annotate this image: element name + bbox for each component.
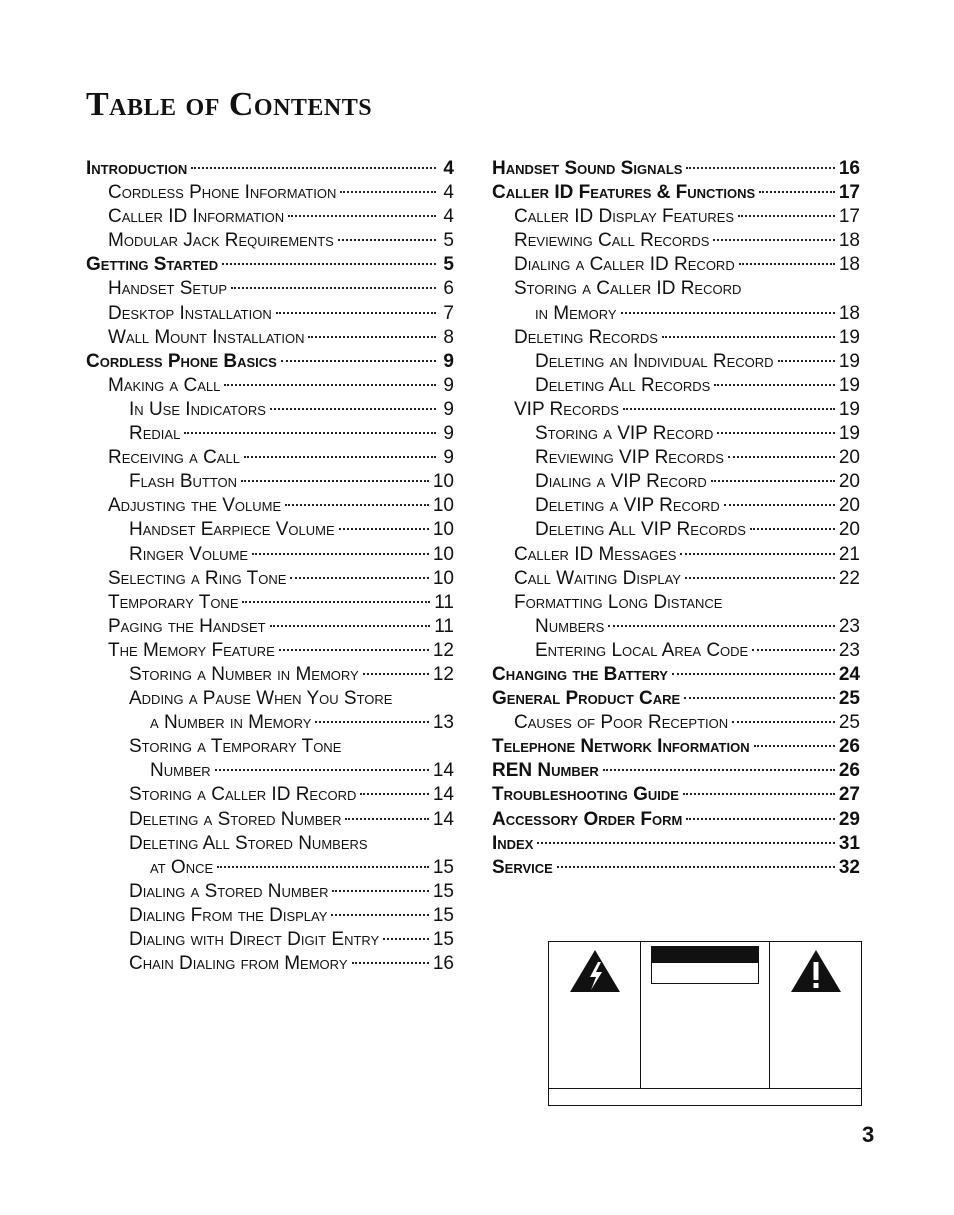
toc-entry-title: Modular Jack Requirements bbox=[108, 230, 334, 252]
toc-entry-title: In Use Indicators bbox=[129, 398, 266, 420]
toc-entry-title: Deleting All VIP Records bbox=[535, 519, 746, 541]
toc-entry bbox=[492, 205, 860, 229]
toc-entry bbox=[492, 783, 860, 807]
caution-bottom-strip bbox=[549, 1088, 861, 1105]
toc-entry bbox=[86, 615, 454, 639]
toc-entry-title: Introduction bbox=[86, 158, 188, 179]
toc-entry bbox=[492, 446, 860, 470]
toc-entry-title: Making a Call bbox=[108, 374, 221, 396]
toc-entry bbox=[492, 687, 860, 711]
toc-leader-dots bbox=[279, 649, 429, 651]
toc-entry-page: 4 bbox=[443, 158, 454, 179]
toc-entry bbox=[492, 663, 860, 687]
toc-left-column bbox=[86, 157, 454, 976]
toc-leader-dots bbox=[340, 191, 436, 193]
toc-entry-page: 14 bbox=[432, 784, 454, 806]
toc-entry bbox=[492, 808, 860, 832]
toc-leader-dots bbox=[738, 215, 835, 217]
toc-entry bbox=[492, 494, 860, 518]
toc-entry-title: Paging the Handset bbox=[108, 615, 266, 637]
toc-entry-title: Handset Earpiece Volume bbox=[129, 519, 335, 541]
toc-entry bbox=[492, 543, 860, 567]
toc-entry-page: 10 bbox=[432, 495, 454, 517]
toc-entry-title: VIP Records bbox=[514, 398, 619, 420]
toc-entry-page: 18 bbox=[838, 230, 860, 252]
toc-leader-dots bbox=[191, 167, 436, 169]
toc-entry-title: Deleting a Stored Number bbox=[129, 808, 342, 830]
toc-leader-dots bbox=[717, 432, 834, 434]
toc-leader-dots bbox=[684, 697, 835, 699]
toc-entry bbox=[86, 326, 454, 350]
toc-entry bbox=[86, 567, 454, 591]
toc-entry-title: Chain Dialing from Memory bbox=[129, 953, 348, 975]
toc-entry-title: Getting Started bbox=[86, 254, 219, 276]
toc-leader-dots bbox=[285, 504, 429, 506]
toc-entry-page: 11 bbox=[434, 591, 454, 613]
toc-entry-title: at Once bbox=[150, 856, 214, 878]
toc-entry-title: Service bbox=[492, 856, 553, 878]
toc-entry bbox=[492, 759, 860, 783]
toc-entry-page: 14 bbox=[432, 760, 454, 782]
toc-entry-title: Storing a Number in Memory bbox=[129, 663, 359, 685]
toc-entry-title: Reviewing Call Records bbox=[514, 230, 710, 252]
toc-leader-dots bbox=[363, 673, 429, 675]
toc-entry-page: 4 bbox=[443, 182, 454, 204]
caution-label-panel bbox=[641, 942, 770, 1088]
toc-entry-page: 16 bbox=[838, 158, 860, 179]
toc-entry bbox=[86, 302, 454, 326]
toc-entry-title: Dialing a VIP Record bbox=[535, 471, 707, 493]
toc-entry-page: 14 bbox=[432, 808, 454, 830]
caution-left-panel bbox=[549, 942, 641, 1088]
toc-entry bbox=[86, 446, 454, 470]
toc-entry-page: 12 bbox=[432, 639, 454, 661]
toc-entry-title: Wall Mount Installation bbox=[108, 326, 305, 348]
toc-leader-dots bbox=[713, 239, 834, 241]
toc-entry bbox=[86, 735, 454, 759]
toc-leader-dots bbox=[360, 793, 429, 795]
toc-entry-title: Telephone Network Information bbox=[492, 736, 750, 758]
toc-leader-dots bbox=[739, 263, 835, 265]
toc-entry-page: 23 bbox=[838, 639, 860, 661]
toc-leader-dots bbox=[281, 360, 436, 362]
toc-entry-page: 27 bbox=[838, 784, 860, 806]
toc-entry-title: Handset Setup bbox=[108, 278, 228, 300]
toc-entry bbox=[86, 398, 454, 422]
toc-entry-title: Caller ID Information bbox=[108, 206, 285, 228]
toc-entry-title: Accessory Order Form bbox=[492, 808, 683, 830]
toc-entry bbox=[86, 543, 454, 567]
toc-entry-title: Storing a Temporary Tone bbox=[129, 736, 342, 758]
toc-entry bbox=[492, 277, 860, 301]
toc-entry bbox=[86, 663, 454, 687]
toc-entry bbox=[492, 735, 860, 759]
toc-entry bbox=[492, 591, 860, 615]
toc-entry-title: Temporary Tone bbox=[108, 591, 239, 613]
toc-entry-page: 10 bbox=[432, 567, 454, 589]
toc-entry bbox=[492, 856, 860, 880]
toc-entry bbox=[492, 326, 860, 350]
toc-entry-title: Index bbox=[492, 832, 534, 854]
toc-entry-page: 21 bbox=[838, 543, 860, 565]
toc-entry bbox=[492, 615, 860, 639]
toc-entry-title: Storing a Caller ID Record bbox=[129, 784, 357, 806]
toc-entry-title: Storing a VIP Record bbox=[535, 423, 714, 445]
toc-entry bbox=[86, 422, 454, 446]
toc-entry-page: 9 bbox=[443, 374, 454, 396]
toc-leader-dots bbox=[331, 914, 428, 916]
toc-entry-page: 9 bbox=[443, 350, 454, 372]
toc-leader-dots bbox=[714, 384, 835, 386]
toc-entry bbox=[492, 229, 860, 253]
toc-leader-dots bbox=[750, 528, 835, 530]
toc-leader-dots bbox=[184, 432, 436, 434]
toc-entry-title: REN Number bbox=[492, 760, 599, 782]
caution-label bbox=[651, 946, 759, 984]
toc-entry-page: 20 bbox=[838, 447, 860, 469]
toc-entry bbox=[86, 639, 454, 663]
toc-leader-dots bbox=[603, 769, 835, 771]
toc-entry bbox=[492, 181, 860, 205]
toc-entry-title: Formatting Long Distance bbox=[514, 591, 723, 613]
toc-entry bbox=[86, 374, 454, 398]
toc-entry bbox=[86, 832, 454, 856]
toc-leader-dots bbox=[270, 408, 436, 410]
toc-entry-title: Deleting All Records bbox=[535, 374, 711, 396]
toc-entry-page: 15 bbox=[432, 880, 454, 902]
toc-leader-dots bbox=[724, 504, 835, 506]
toc-entry bbox=[492, 518, 860, 542]
toc-entry-page: 4 bbox=[443, 206, 454, 228]
toc-leader-dots bbox=[621, 312, 835, 314]
page-title: Table of Contents bbox=[86, 86, 373, 123]
toc-entry bbox=[86, 687, 454, 711]
toc-entry-title: Storing a Caller ID Record bbox=[514, 278, 742, 300]
toc-entry bbox=[86, 711, 454, 735]
toc-entry-page: 26 bbox=[838, 760, 860, 782]
toc-entry-page: 20 bbox=[838, 495, 860, 517]
toc-entry-title: Flash Button bbox=[129, 471, 238, 493]
toc-entry bbox=[492, 422, 860, 446]
toc-entry-page: 9 bbox=[443, 398, 454, 420]
toc-entry-page: 25 bbox=[838, 688, 860, 710]
toc-leader-dots bbox=[537, 842, 834, 844]
toc-entry bbox=[86, 591, 454, 615]
lightning-warning-icon bbox=[549, 948, 641, 994]
toc-entry bbox=[492, 639, 860, 663]
toc-entry-title: Deleting Records bbox=[514, 326, 658, 348]
toc-entry-title: Entering Local Area Code bbox=[535, 639, 749, 661]
toc-entry-page: 15 bbox=[432, 856, 454, 878]
toc-entry bbox=[86, 856, 454, 880]
toc-entry bbox=[86, 157, 454, 181]
toc-entry-page: 5 bbox=[443, 230, 454, 252]
toc-entry-page: 13 bbox=[432, 712, 454, 734]
toc-leader-dots bbox=[339, 528, 429, 530]
toc-leader-dots bbox=[217, 866, 429, 868]
toc-entry-page: 26 bbox=[838, 736, 860, 758]
toc-entry-page: 18 bbox=[838, 254, 860, 276]
toc-entry bbox=[86, 759, 454, 783]
toc-entry-title: Selecting a Ring Tone bbox=[108, 567, 287, 589]
toc-entry bbox=[492, 398, 860, 422]
toc-entry-page: 20 bbox=[838, 519, 860, 541]
toc-leader-dots bbox=[270, 625, 431, 627]
toc-entry bbox=[492, 302, 860, 326]
toc-entry bbox=[492, 711, 860, 735]
toc-entry-title: Changing the Battery bbox=[492, 663, 668, 685]
toc-leader-dots bbox=[231, 287, 436, 289]
toc-entry-title: Caller ID Messages bbox=[514, 543, 677, 565]
toc-leader-dots bbox=[215, 769, 429, 771]
toc-entry-title: Cordless Phone Information bbox=[108, 182, 337, 204]
toc-leader-dots bbox=[685, 577, 835, 579]
toc-entry-page: 8 bbox=[443, 326, 454, 348]
toc-entry-page: 22 bbox=[838, 567, 860, 589]
toc-entry-title: Adding a Pause When You Store bbox=[129, 688, 393, 710]
toc-leader-dots bbox=[711, 480, 835, 482]
exclamation-warning-icon bbox=[770, 948, 862, 994]
toc-entry-page: 6 bbox=[443, 278, 454, 300]
toc-entry-page: 18 bbox=[838, 302, 860, 324]
toc-leader-dots bbox=[557, 866, 835, 868]
toc-leader-dots bbox=[244, 456, 436, 458]
toc-leader-dots bbox=[623, 408, 835, 410]
toc-entry-title: Numbers bbox=[535, 615, 605, 637]
toc-entry-title: Reviewing VIP Records bbox=[535, 447, 724, 469]
toc-entry bbox=[86, 205, 454, 229]
toc-entry bbox=[86, 880, 454, 904]
toc-leader-dots bbox=[315, 721, 428, 723]
toc-entry-title: Receiving a Call bbox=[108, 447, 240, 469]
toc-entry-title: Dialing a Caller ID Record bbox=[514, 254, 735, 276]
toc-entry bbox=[86, 253, 454, 277]
toc-entry-title: Ringer Volume bbox=[129, 543, 249, 565]
toc-leader-dots bbox=[345, 818, 428, 820]
toc-entry-page: 29 bbox=[838, 808, 860, 830]
toc-entry-title: Deleting a VIP Record bbox=[535, 495, 720, 517]
toc-leader-dots bbox=[290, 577, 428, 579]
toc-leader-dots bbox=[608, 625, 835, 627]
toc-entry-page: 17 bbox=[838, 206, 860, 228]
toc-entry bbox=[492, 374, 860, 398]
toc-entry-page: 19 bbox=[838, 326, 860, 348]
toc-leader-dots bbox=[288, 215, 436, 217]
toc-entry bbox=[492, 832, 860, 856]
toc-entry-page: 15 bbox=[432, 904, 454, 926]
toc-leader-dots bbox=[686, 167, 834, 169]
toc-leader-dots bbox=[222, 263, 436, 265]
caution-box bbox=[548, 941, 862, 1106]
toc-entry-page: 16 bbox=[432, 953, 454, 975]
toc-entry-title: Desktop Installation bbox=[108, 302, 272, 324]
toc-leader-dots bbox=[672, 673, 835, 675]
toc-leader-dots bbox=[308, 336, 436, 338]
toc-entry-page: 23 bbox=[838, 615, 860, 637]
toc-leader-dots bbox=[683, 793, 835, 795]
toc-entry-title: Dialing a Stored Number bbox=[129, 880, 329, 902]
toc-leader-dots bbox=[754, 745, 835, 747]
toc-entry-page: 31 bbox=[838, 832, 860, 854]
toc-entry bbox=[492, 157, 860, 181]
toc-leader-dots bbox=[252, 553, 429, 555]
toc-entry-title: Caller ID Features & Functions bbox=[492, 182, 756, 204]
toc-entry-title: Troubleshooting Guide bbox=[492, 784, 679, 806]
toc-entry-page: 24 bbox=[838, 663, 860, 685]
toc-entry-title: Deleting All Stored Numbers bbox=[129, 832, 368, 854]
page-number: 3 bbox=[862, 1122, 875, 1147]
toc-leader-dots bbox=[338, 239, 436, 241]
toc-entry-page: 9 bbox=[443, 423, 454, 445]
toc-entry bbox=[86, 952, 454, 976]
toc-leader-dots bbox=[242, 601, 430, 603]
toc-entry-page: 11 bbox=[434, 615, 454, 637]
toc-entry-page: 10 bbox=[432, 519, 454, 541]
toc-entry-page: 15 bbox=[432, 929, 454, 950]
toc-entry-title: The Memory Feature bbox=[108, 639, 275, 661]
toc-entry bbox=[86, 229, 454, 253]
caution-right-panel bbox=[770, 942, 862, 1088]
toc-entry-title: a Number in Memory bbox=[150, 712, 312, 734]
toc-entry-page: 5 bbox=[443, 254, 454, 276]
toc-entry bbox=[86, 928, 454, 952]
toc-leader-dots bbox=[680, 553, 834, 555]
toc-entry-page: 19 bbox=[838, 374, 860, 396]
toc-entry-page: 19 bbox=[838, 423, 860, 445]
toc-entry bbox=[86, 181, 454, 205]
toc-leader-dots bbox=[662, 336, 835, 338]
toc-entry bbox=[86, 494, 454, 518]
toc-right-column bbox=[492, 157, 860, 880]
toc-leader-dots bbox=[686, 818, 835, 820]
toc-leader-dots bbox=[332, 890, 428, 892]
toc-entry-title: Dialing with Direct Digit Entry bbox=[129, 929, 380, 950]
toc-entry-title: Causes of Poor Reception bbox=[514, 712, 729, 734]
toc-entry bbox=[86, 904, 454, 928]
toc-entry-title: General Product Care bbox=[492, 688, 681, 710]
toc-entry-title: Caller ID Display Features bbox=[514, 206, 735, 228]
toc-entry bbox=[492, 350, 860, 374]
toc-leader-dots bbox=[276, 312, 436, 314]
toc-entry-title: Adjusting the Volume bbox=[108, 495, 282, 517]
toc-entry-title: Number bbox=[150, 760, 211, 782]
toc-leader-dots bbox=[759, 191, 835, 193]
toc-entry-title: in Memory bbox=[535, 302, 617, 324]
toc-entry-page: 10 bbox=[432, 471, 454, 493]
toc-entry bbox=[86, 470, 454, 494]
toc-entry-title: Deleting an Individual Record bbox=[535, 350, 774, 372]
toc-entry-page: 19 bbox=[838, 350, 860, 372]
toc-entry bbox=[492, 253, 860, 277]
toc-leader-dots bbox=[241, 480, 429, 482]
toc-entry-page: 25 bbox=[838, 712, 860, 734]
toc-leader-dots bbox=[778, 360, 835, 362]
toc-entry-title: Redial bbox=[129, 423, 181, 445]
toc-entry-title: Cordless Phone Basics bbox=[86, 350, 277, 372]
toc-entry-page: 17 bbox=[838, 182, 860, 204]
toc-entry-page: 9 bbox=[443, 447, 454, 469]
toc-entry-page: 12 bbox=[432, 663, 454, 685]
toc-entry-title: Handset Sound Signals bbox=[492, 158, 683, 179]
toc-entry bbox=[86, 350, 454, 374]
toc-leader-dots bbox=[728, 456, 835, 458]
toc-entry-page: 19 bbox=[838, 398, 860, 420]
toc-leader-dots bbox=[383, 938, 429, 940]
toc-entry-page: 7 bbox=[443, 302, 454, 324]
toc-entry-page: 32 bbox=[838, 856, 860, 878]
toc-entry-page: 20 bbox=[838, 471, 860, 493]
toc-leader-dots bbox=[732, 721, 835, 723]
toc-entry-page: 10 bbox=[432, 543, 454, 565]
toc-leader-dots bbox=[352, 962, 429, 964]
toc-entry-title: Dialing From the Display bbox=[129, 904, 328, 926]
toc-leader-dots bbox=[752, 649, 835, 651]
toc-entry bbox=[492, 567, 860, 591]
toc-entry bbox=[86, 783, 454, 807]
toc-entry bbox=[86, 277, 454, 301]
toc-entry bbox=[86, 808, 454, 832]
toc-leader-dots bbox=[224, 384, 436, 386]
toc-entry bbox=[492, 470, 860, 494]
toc-entry bbox=[86, 518, 454, 542]
toc-entry-title: Call Waiting Display bbox=[514, 567, 681, 589]
